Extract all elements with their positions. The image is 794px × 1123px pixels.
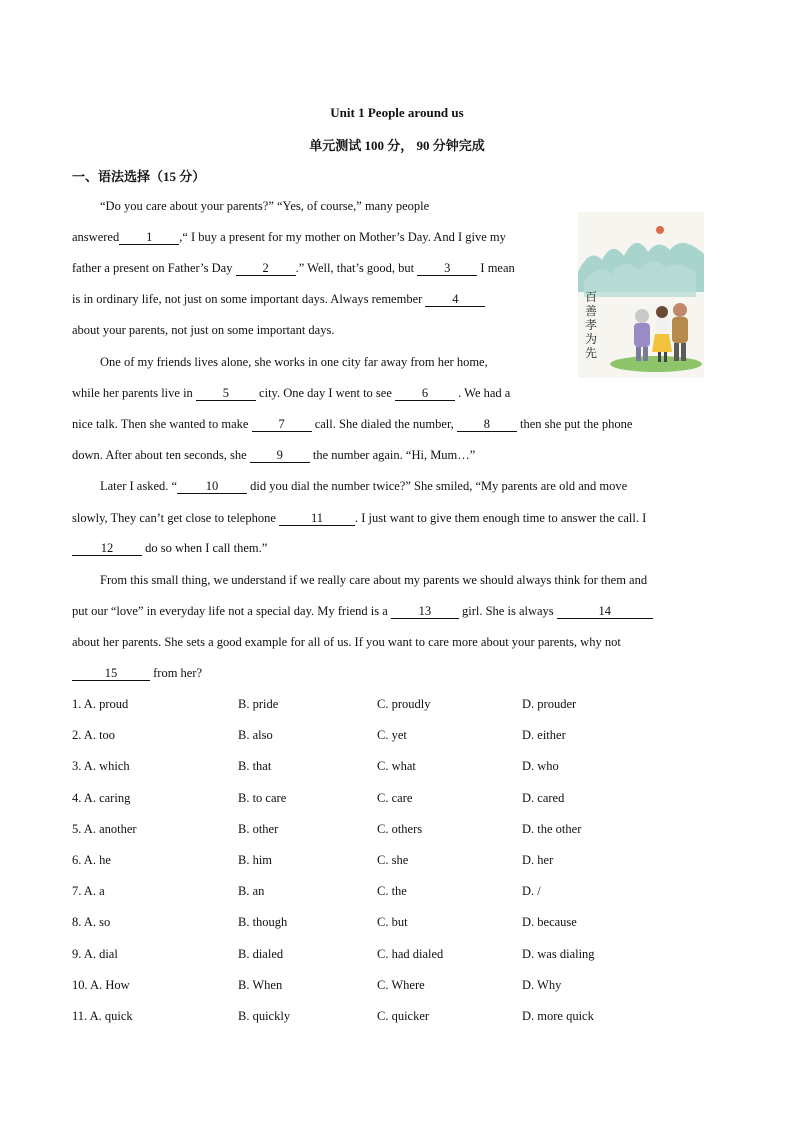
passage-line: down. After about ten seconds, she 9 the number again. “Hi, Mum…” <box>72 448 476 462</box>
blank-1[interactable]: 1 <box>119 230 179 245</box>
passage-line: “Do you care about your parents?” “Yes, of course,” many people <box>100 199 430 213</box>
option-3-d[interactable]: D. who <box>522 759 559 774</box>
passage-line: 15 from her? <box>72 665 202 681</box>
option-7-d[interactable]: D. / <box>522 884 541 899</box>
option-9-b[interactable]: B. dialed <box>238 946 284 961</box>
option-11-c[interactable]: C. quicker <box>377 1009 430 1023</box>
option-3-a[interactable]: 3. A. which <box>72 759 130 774</box>
passage-line: is in ordinary life, not just on some important days. Always remember 4 <box>72 291 485 307</box>
blank-7[interactable]: 7 <box>252 417 312 432</box>
option-9-d[interactable]: D. was dialing <box>522 946 595 961</box>
passage-line: 12 do so when I call them.” <box>72 540 267 556</box>
passage-line: about her parents. She sets a good example for all of us. If you want to care more about your parents, why not <box>72 635 621 649</box>
passage-line: answered 1 ,“ I buy a present for my mother on Mother’s Day. And I give my <box>72 230 506 244</box>
blank-8[interactable]: 8 <box>457 417 517 432</box>
passage-line: slowly, They can’t get close to telephone 11 . I just want to give them enough time to answer the call. I <box>72 511 647 525</box>
option-3-c[interactable]: C. what <box>377 759 416 774</box>
option-4-d[interactable]: D. cared <box>522 790 565 805</box>
section-heading-grammar: 一、语法选择（15 分） <box>72 169 206 184</box>
passage-line: nice talk. Then she wanted to make 7 call. She dialed the number, 8 then she put the phone <box>72 417 633 431</box>
option-10-d[interactable]: D. Why <box>522 977 562 992</box>
blank-2[interactable]: 2 <box>236 261 296 276</box>
option-7-a[interactable]: 7. A. a <box>72 884 105 899</box>
option-9-a[interactable]: 9. A. dial <box>72 946 118 961</box>
option-5-b[interactable]: B. other <box>238 821 279 836</box>
passage-line: put our “love” in everyday life not a special day. My friend is a 13 girl. She is always 14 <box>72 603 653 619</box>
option-5-a[interactable]: 5. A. another <box>72 821 137 836</box>
page-subtitle: 单元测试 100 分， 90 分钟完成 <box>309 138 485 153</box>
option-11-a[interactable]: 11. A. quick <box>72 1009 133 1023</box>
option-10-c[interactable]: C. Where <box>377 977 425 992</box>
option-11-d[interactable]: D. more quick <box>522 1009 594 1023</box>
blank-15[interactable]: 15 <box>72 666 150 681</box>
option-4-b[interactable]: B. to care <box>238 790 287 805</box>
passage-line: while her parents live in 5 city. One day I went to see 6 . We had a <box>72 386 511 400</box>
option-3-b[interactable]: B. that <box>238 759 272 774</box>
passage-line: father a present on Father’s Day 2 .” Well, that’s good, but 3 I mean <box>72 261 515 275</box>
option-7-b[interactable]: B. an <box>238 884 265 899</box>
option-8-d[interactable]: D. because <box>522 915 577 930</box>
page-title: Unit 1 People around us <box>330 105 464 120</box>
blank-5[interactable]: 5 <box>196 386 256 401</box>
option-4-c[interactable]: C. care <box>377 790 413 805</box>
option-9-c[interactable]: C. had dialed <box>377 946 444 961</box>
passage-line: about your parents, not just on some important days. <box>72 323 335 337</box>
blank-11[interactable]: 11 <box>279 511 355 526</box>
blank-12[interactable]: 12 <box>72 541 142 556</box>
option-1-d[interactable]: D. prouder <box>522 697 577 711</box>
blank-13[interactable]: 13 <box>391 604 459 619</box>
option-6-d[interactable]: D. her <box>522 853 554 867</box>
option-10-a[interactable]: 10. A. How <box>72 977 130 992</box>
illustration-filial-piety <box>578 212 704 378</box>
option-2-c[interactable]: C. yet <box>377 728 407 743</box>
option-8-b[interactable]: B. though <box>238 915 288 930</box>
blank-4[interactable]: 4 <box>425 292 485 307</box>
option-6-c[interactable]: C. she <box>377 853 409 867</box>
blank-10[interactable]: 10 <box>177 479 247 494</box>
blank-3[interactable]: 3 <box>417 261 477 276</box>
option-5-c[interactable]: C. others <box>377 821 423 836</box>
option-7-c[interactable]: C. the <box>377 884 407 899</box>
option-8-c[interactable]: C. but <box>377 915 408 930</box>
blank-14[interactable]: 14 <box>557 604 653 619</box>
passage-line: Later I asked. “ 10 did you dial the number twice?” She smiled, “My parents are old and move <box>100 479 628 493</box>
option-8-a[interactable]: 8. A. so <box>72 915 111 930</box>
option-1-b[interactable]: B. pride <box>238 697 279 711</box>
option-5-d[interactable]: D. the other <box>522 821 582 836</box>
option-11-b[interactable]: B. quickly <box>238 1009 291 1023</box>
option-2-d[interactable]: D. either <box>522 728 566 743</box>
option-6-a[interactable]: 6. A. he <box>72 853 111 867</box>
option-1-c[interactable]: C. proudly <box>377 697 431 711</box>
passage-line: One of my friends lives alone, she works in one city far away from her home, <box>100 355 488 369</box>
blank-9[interactable]: 9 <box>250 448 310 463</box>
option-1-a[interactable]: 1. A. proud <box>72 697 129 711</box>
illustration-caption: 百善孝为先 <box>585 290 598 360</box>
blank-6[interactable]: 6 <box>395 386 455 401</box>
option-10-b[interactable]: B. When <box>238 977 283 992</box>
option-2-a[interactable]: 2. A. too <box>72 728 116 743</box>
option-4-a[interactable]: 4. A. caring <box>72 790 131 805</box>
passage-line: From this small thing, we understand if we really care about my parents we should always think for them and <box>100 573 648 587</box>
option-2-b[interactable]: B. also <box>238 728 273 743</box>
option-6-b[interactable]: B. him <box>238 853 273 867</box>
